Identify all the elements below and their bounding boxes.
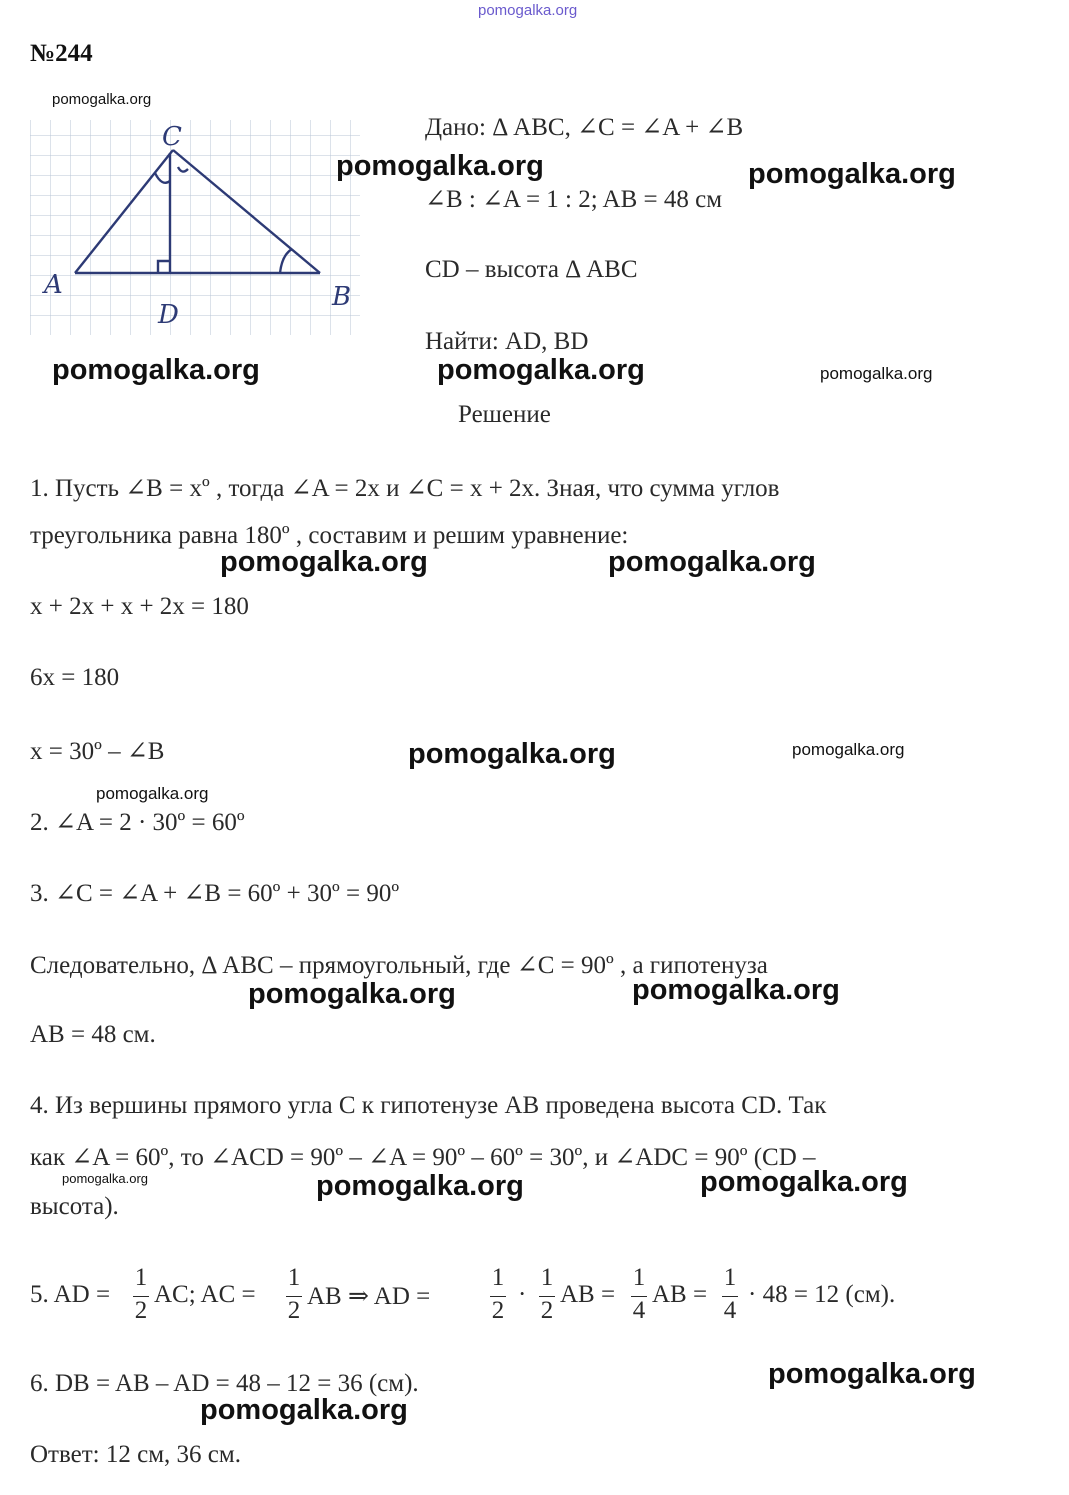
watermark: pomogalka.org [316, 1170, 524, 1202]
find-line: Найти: AD, BD [425, 328, 589, 355]
watermark: pomogalka.org [768, 1358, 976, 1390]
step-5-ac: AC; AC = [154, 1281, 256, 1308]
frac3-num: 1 [491, 1264, 505, 1291]
frac3-den: 2 [491, 1297, 505, 1324]
watermark: pomogalka.org [52, 354, 260, 386]
given-line-1: Дано: Δ ABC, ∠C = ∠A + ∠B [425, 114, 744, 141]
problem-number: №244 [30, 40, 93, 67]
step-4b: как ∠A = 60º, то ∠ACD = 90º – ∠A = 90º – 60º = 30º, и ∠ADC = 90º (CD – [30, 1144, 816, 1171]
step-5-ab-arrow: AB ⇒ AD = [307, 1283, 431, 1310]
watermark: pomogalka.org [248, 978, 456, 1010]
frac4-num: 1 [540, 1264, 554, 1291]
equation-1: x + 2x + x + 2x = 180 [30, 593, 249, 620]
step-5-ab-eq: AB = [560, 1281, 616, 1308]
grid-paper [30, 120, 360, 335]
frac1-num: 1 [134, 1264, 148, 1291]
site-watermark-top: pomogalka.org [478, 2, 578, 19]
watermark: pomogalka.org [632, 974, 840, 1006]
frac2-num: 1 [287, 1264, 301, 1291]
equation-3: x = 30º – ∠B [30, 738, 165, 765]
figure-watermark: pomogalka.org [52, 91, 152, 108]
step-5-ab-eq2: AB = [652, 1281, 708, 1308]
equation-2: 6x = 180 [30, 664, 120, 691]
watermark: pomogalka.org [608, 546, 816, 578]
watermark: pomogalka.org [437, 354, 645, 386]
step-3: 3. ∠C = ∠A + ∠B = 60º + 30º = 90º [30, 880, 400, 907]
watermark-small: pomogalka.org [96, 784, 209, 803]
watermark: pomogalka.org [336, 150, 544, 182]
step-5-tail: · 48 = 12 (см). [748, 1281, 896, 1308]
frac4-den: 2 [540, 1297, 554, 1324]
frac6-num: 1 [723, 1264, 737, 1291]
label-d: D [158, 300, 179, 330]
watermark-small: pomogalka.org [62, 1171, 148, 1186]
step-6: 6. DB = AB – AD = 48 – 12 = 36 (см). [30, 1370, 419, 1397]
step-3c: AB = 48 см. [30, 1021, 156, 1048]
step-4a: 4. Из вершины прямого угла C к гипотенузе AB проведена высота CD. Так [30, 1092, 827, 1119]
frac2-den: 2 [287, 1297, 301, 1324]
frac5-den: 4 [632, 1297, 646, 1324]
step-5-prefix: 5. AD = [30, 1281, 111, 1308]
given-line-2: ∠B : ∠A = 1 : 2; AB = 48 см [425, 186, 723, 213]
frac1-den: 2 [134, 1297, 148, 1324]
step-4c: высота). [30, 1193, 119, 1220]
watermark: pomogalka.org [220, 546, 428, 578]
given-line-3: CD – высота Δ ABC [425, 256, 638, 283]
step-2: 2. ∠A = 2 · 30º = 60º [30, 809, 245, 836]
step-1b: треугольника равна 180º , составим и решим уравнение: [30, 522, 629, 549]
watermark: pomogalka.org [200, 1394, 408, 1426]
watermark-small: pomogalka.org [792, 740, 905, 759]
answer: Ответ: 12 см, 36 см. [30, 1441, 241, 1468]
label-a: A [44, 270, 63, 300]
watermark: pomogalka.org [700, 1166, 908, 1198]
label-b: B [332, 282, 352, 312]
watermark: pomogalka.org [748, 158, 956, 190]
step-1a: 1. Пусть ∠B = xº , тогда ∠A = 2x и ∠C = x + 2x. Зная, что сумма углов [30, 475, 780, 502]
watermark-small: pomogalka.org [820, 364, 933, 383]
step-5-dot: · [518, 1281, 527, 1308]
triangle-figure [30, 115, 365, 340]
watermark: pomogalka.org [408, 738, 616, 770]
frac5-num: 1 [632, 1264, 646, 1291]
solution-title: Решение [458, 401, 551, 428]
step-3b: Следовательно, Δ ABC – прямоугольный, где ∠C = 90º , а гипотенуза [30, 952, 768, 979]
label-c: C [162, 122, 182, 152]
frac6-den: 4 [723, 1297, 737, 1324]
